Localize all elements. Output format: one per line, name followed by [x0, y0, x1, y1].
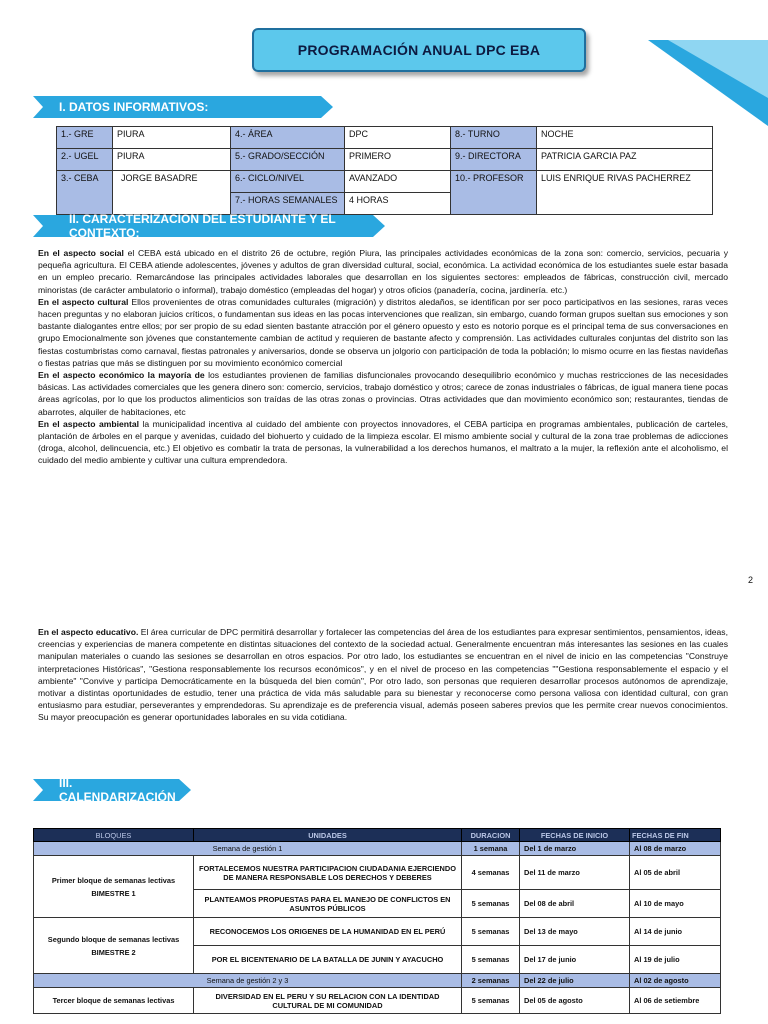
unit-name: PLANTEAMOS PROPUESTAS PARA EL MANEJO DE CONFLICTOS EN ASUNTOS PÚBLICOS	[194, 890, 462, 918]
paragraph-lead: En el aspecto económico la mayoría de	[38, 370, 205, 381]
paragraph-body: la municipalidad incentiva al cuidado del ambiente con proyectos innovadores, el CEBA participa en programas ambientales, publicación de carteles, plantación de árboles en el parque y avenidas, cuidado del biohuerto y cuidado de la limpieza escolar. El mismo ambiente social y cultural de la zona trae problemas de adicciones (droga, alcohol, delincuencia, etc.) El objetivo es combatir la trata de personas, la vulnerabilidad a los derechos humanos, el maltrato a la mujer, la reflexión ante el alcoholismo, el cuidado del medio ambiente y cultivar una cultura emprendedora.	[38, 418, 728, 466]
duration-cell: 1 semana	[462, 842, 520, 856]
paragraph-economico	[38, 369, 728, 418]
block-name: Primer bloque de semanas lectivas	[51, 875, 176, 885]
end-date-cell: Al 08 de marzo	[630, 842, 721, 856]
start-date-cell: Del 1 de marzo	[520, 842, 630, 856]
bimester-label: BIMESTRE 1	[91, 888, 136, 898]
paragraph-ambiental	[38, 418, 728, 467]
block-cell	[34, 856, 194, 918]
column-header: BLOQUES	[34, 829, 194, 842]
educativo-text	[38, 626, 728, 724]
section-title-calendarizacion: III. CALENDARIZACIÓN	[59, 776, 176, 804]
info-value: PIURA	[113, 149, 231, 171]
table-row	[34, 988, 721, 1014]
duration-cell: 5 semanas	[462, 890, 520, 918]
end-date-cell: Al 05 de abril	[630, 856, 721, 890]
column-header: UNIDADES	[194, 829, 462, 842]
document-title-box	[252, 28, 586, 72]
info-value: JORGE BASADRE	[113, 171, 231, 215]
page-number: 2	[748, 575, 754, 585]
start-date-cell: Del 05 de agosto	[520, 988, 630, 1014]
column-header: FECHAS DE FIN	[630, 829, 721, 842]
duration-cell: 5 semanas	[462, 946, 520, 974]
info-value: DPC	[345, 127, 451, 149]
table-row	[57, 127, 713, 149]
info-label: 8.- TURNO	[451, 127, 537, 149]
duration-cell: 2 semanas	[462, 974, 520, 988]
datos-informativos-table	[56, 126, 713, 215]
unit-name: POR EL BICENTENARIO DE LA BATALLA DE JUNIN Y AYACUCHO	[194, 946, 462, 974]
end-date-cell: Al 02 de agosto	[630, 974, 721, 988]
end-date-cell: Al 10 de mayo	[630, 890, 721, 918]
start-date-cell: Del 13 de mayo	[520, 918, 630, 946]
info-value: 4 HORAS	[345, 193, 451, 215]
info-value: AVANZADO	[345, 171, 451, 193]
block-cell	[34, 918, 194, 974]
info-value: PIURA	[113, 127, 231, 149]
start-date-cell: Del 08 de abril	[520, 890, 630, 918]
paragraph-lead: En el aspecto social	[38, 248, 124, 258]
table-row	[34, 842, 721, 856]
info-label: 1.- GRE	[57, 127, 113, 149]
paragraph-social	[38, 247, 728, 296]
info-label: 3.- CEBA	[57, 171, 113, 215]
unit-name: DIVERSIDAD EN EL PERU Y SU RELACION CON LA IDENTIDAD CULTURAL DE MI COMUNIDAD	[194, 988, 462, 1014]
paragraph-lead: En el aspecto cultural	[38, 296, 129, 307]
unit-name: FORTALECEMOS NUESTRA PARTICIPACION CIUDADANIA EJERCIENDO DE MANERA RESPONSABLE LOS DERECHOS Y DEBERES	[194, 856, 462, 890]
paragraph-educativo	[38, 626, 728, 724]
table-row	[57, 171, 713, 193]
info-label: 4.- ÁREA	[231, 127, 345, 149]
section-banner-datos	[33, 96, 333, 118]
column-header: FECHAS DE INICIO	[520, 829, 630, 842]
block-name: Segundo bloque de semanas lectivas	[47, 934, 180, 944]
column-header: DURACION	[462, 829, 520, 842]
decorative-corner-shape	[648, 38, 768, 128]
unit-name: RECONOCEMOS LOS ORIGENES DE LA HUMANIDAD EN EL PERÚ	[194, 918, 462, 946]
table-row	[34, 974, 721, 988]
info-label: 9.- DIRECTORA	[451, 149, 537, 171]
start-date-cell: Del 22 de julio	[520, 974, 630, 988]
bimester-label: BIMESTRE 2	[91, 947, 136, 957]
duration-cell: 5 semanas	[462, 988, 520, 1014]
info-value: LUIS ENRIQUE RIVAS PACHERREZ	[537, 171, 713, 215]
end-date-cell: Al 06 de setiembre	[630, 988, 721, 1014]
info-value: PATRICIA GARCIA PAZ	[537, 149, 713, 171]
start-date-cell: Del 11 de marzo	[520, 856, 630, 890]
paragraph-body: El área curricular de DPC permitirá desarrollar y fortalecer las competencias del área de los estudiantes para expresar sentimientos, pensamientos, ideas, creencias y experiencias de manera competente en distintas situaciones del contexto de la sociedad actual. Generalmente encuentran más interesantes las sesiones en las cuales manipulan materiales o cuando las sesiones se desarrollan en otros espacios. Por otro lado, los estudiantes se encuentran en el nivel de inicio en las competencias "Construye interpretaciones Históricas", "Gestiona responsablemente los recursos económicos", y en el nivel de proceso en las competencias ""Gestiona responsablemente el espacio y el ambiente" "Convive y participa Democráticamente en la búsqueda del bien común", Por otro lado, son personas que requieren desarrollar procesos autónomos de aprendizaje, motivar a distintas oportunidades de estudio, tener una práctica de vida más saludable para su bienestar y reconocerse como persona valiosa con identidad cultural, con gran entusiasmo para estudiar, perseverantes y emprendedoras. Su aprendizaje es de preferencia visual, además poseen saberes previos que les permite crear nuevos conocimientos. Su mayor preocupación es generar oportunidades laborales en su vida cotidiana.	[38, 627, 728, 723]
info-label: 2.- UGEL	[57, 149, 113, 171]
block-name: Tercer bloque de semanas lectivas	[34, 988, 194, 1014]
end-date-cell: Al 14 de junio	[630, 918, 721, 946]
info-label: 5.- GRADO/SECCIÓN	[231, 149, 345, 171]
section-banner-calendarizacion	[33, 776, 191, 804]
start-date-cell: Del 17 de junio	[520, 946, 630, 974]
info-label: 10.- PROFESOR	[451, 171, 537, 215]
end-date-cell: Al 19 de julio	[630, 946, 721, 974]
duration-cell: 5 semanas	[462, 918, 520, 946]
info-value: PRIMERO	[345, 149, 451, 171]
info-value: NOCHE	[537, 127, 713, 149]
calendarizacion-table	[33, 828, 721, 1014]
info-label: 6.- CICLO/NIVEL	[231, 171, 345, 193]
section-banner-caracterizacion	[33, 212, 385, 240]
table-row	[34, 918, 721, 946]
paragraph-body: el CEBA está ubicado en el distrito 26 de octubre, región Piura, las principales actividades económicas de la zona son: comercio, servicios, pecuaria y pequeña agricultura. El CEBA atiende adolescentes, jóvenes y adultos de gran diversidad cultural, social, económica. La actividad económica de los estudiantes suele estar basada en un empleo precario. Remarcándose las principales actividades laborales que desarrollan en los siguientes sectores: empleados de fábricas, construcción civil, mercado minoristas (de carácter ambulatorio o informal), trabajo doméstico (empleadas del hogar) y otros oficios (panadería, cocina, jardinería. etc.)	[38, 248, 728, 295]
document-title: PROGRAMACIÓN ANUAL DPC EBA	[297, 42, 541, 58]
section-title-datos: I. DATOS INFORMATIVOS:	[59, 100, 209, 114]
info-label: 7.- HORAS SEMANALES	[231, 193, 345, 215]
table-row	[34, 856, 721, 890]
caracterizacion-text	[38, 247, 728, 467]
table-header-row	[34, 829, 721, 842]
paragraph-cultural	[38, 296, 728, 369]
paragraph-body: los estudiantes provienen de familias disfuncionales provocando desequilibrio económico y muchas restricciones de las necesidades básicas. Las actividades comerciales que les genera dinero son: comercio, servicios, trabajo doméstico y otros; carece de zonas industriales o fábricas, de igual manera tiene pocas áreas agrícolas, por lo que los productos alimenticios son traídas de las otras zonas o provincias. Otras actividades que dan movimiento económico son; restaurantes, tiendas de abarrotes, alquiler de habitaciones, etc	[38, 370, 728, 417]
section-title-caracterizacion: II. CARACTERIZACIÓN DEL ESTUDIANTE Y EL CONTEXTO:	[69, 212, 336, 240]
gestion-label: Semana de gestión 2 y 3	[34, 974, 462, 988]
table-row	[57, 149, 713, 171]
gestion-label: Semana de gestión 1	[34, 842, 462, 856]
duration-cell: 4 semanas	[462, 856, 520, 890]
paragraph-lead: En el aspecto ambiental	[38, 418, 140, 429]
paragraph-lead: En el aspecto educativo.	[38, 627, 139, 637]
paragraph-body: Ellos provenientes de otras comunidades culturales (migración) y distritos aledaños, se identifican por ser poco participativos en las sesiones, raras veces hacen preguntas y no elaboran juicios críticos, o fundamentan sus ideas en las pocas intervenciones que realizan, sin embargo, cuando forman grupos sueltan sus emociones y son bastante dialogantes entre ellos; por ser propio de su edad sienten bastante atracción por el género opuesto y esto es notorio porque es el principal tema de sus conversaciones en grupo Emocionalmente son jóvenes que constantemente cambian de actitud y requieren de bastante afecto y comprensión. Las actividades culturales conjuntas del distrito son las fiestas costumbristas como carnaval, fiestas patronales y aniversarios, donde se observa un jolgorio con participación de toda la población; lo mismo ocurre en las fiestas navideñas o fiestas patrias que más se distinguen por su movimiento económico comercial	[38, 296, 728, 368]
